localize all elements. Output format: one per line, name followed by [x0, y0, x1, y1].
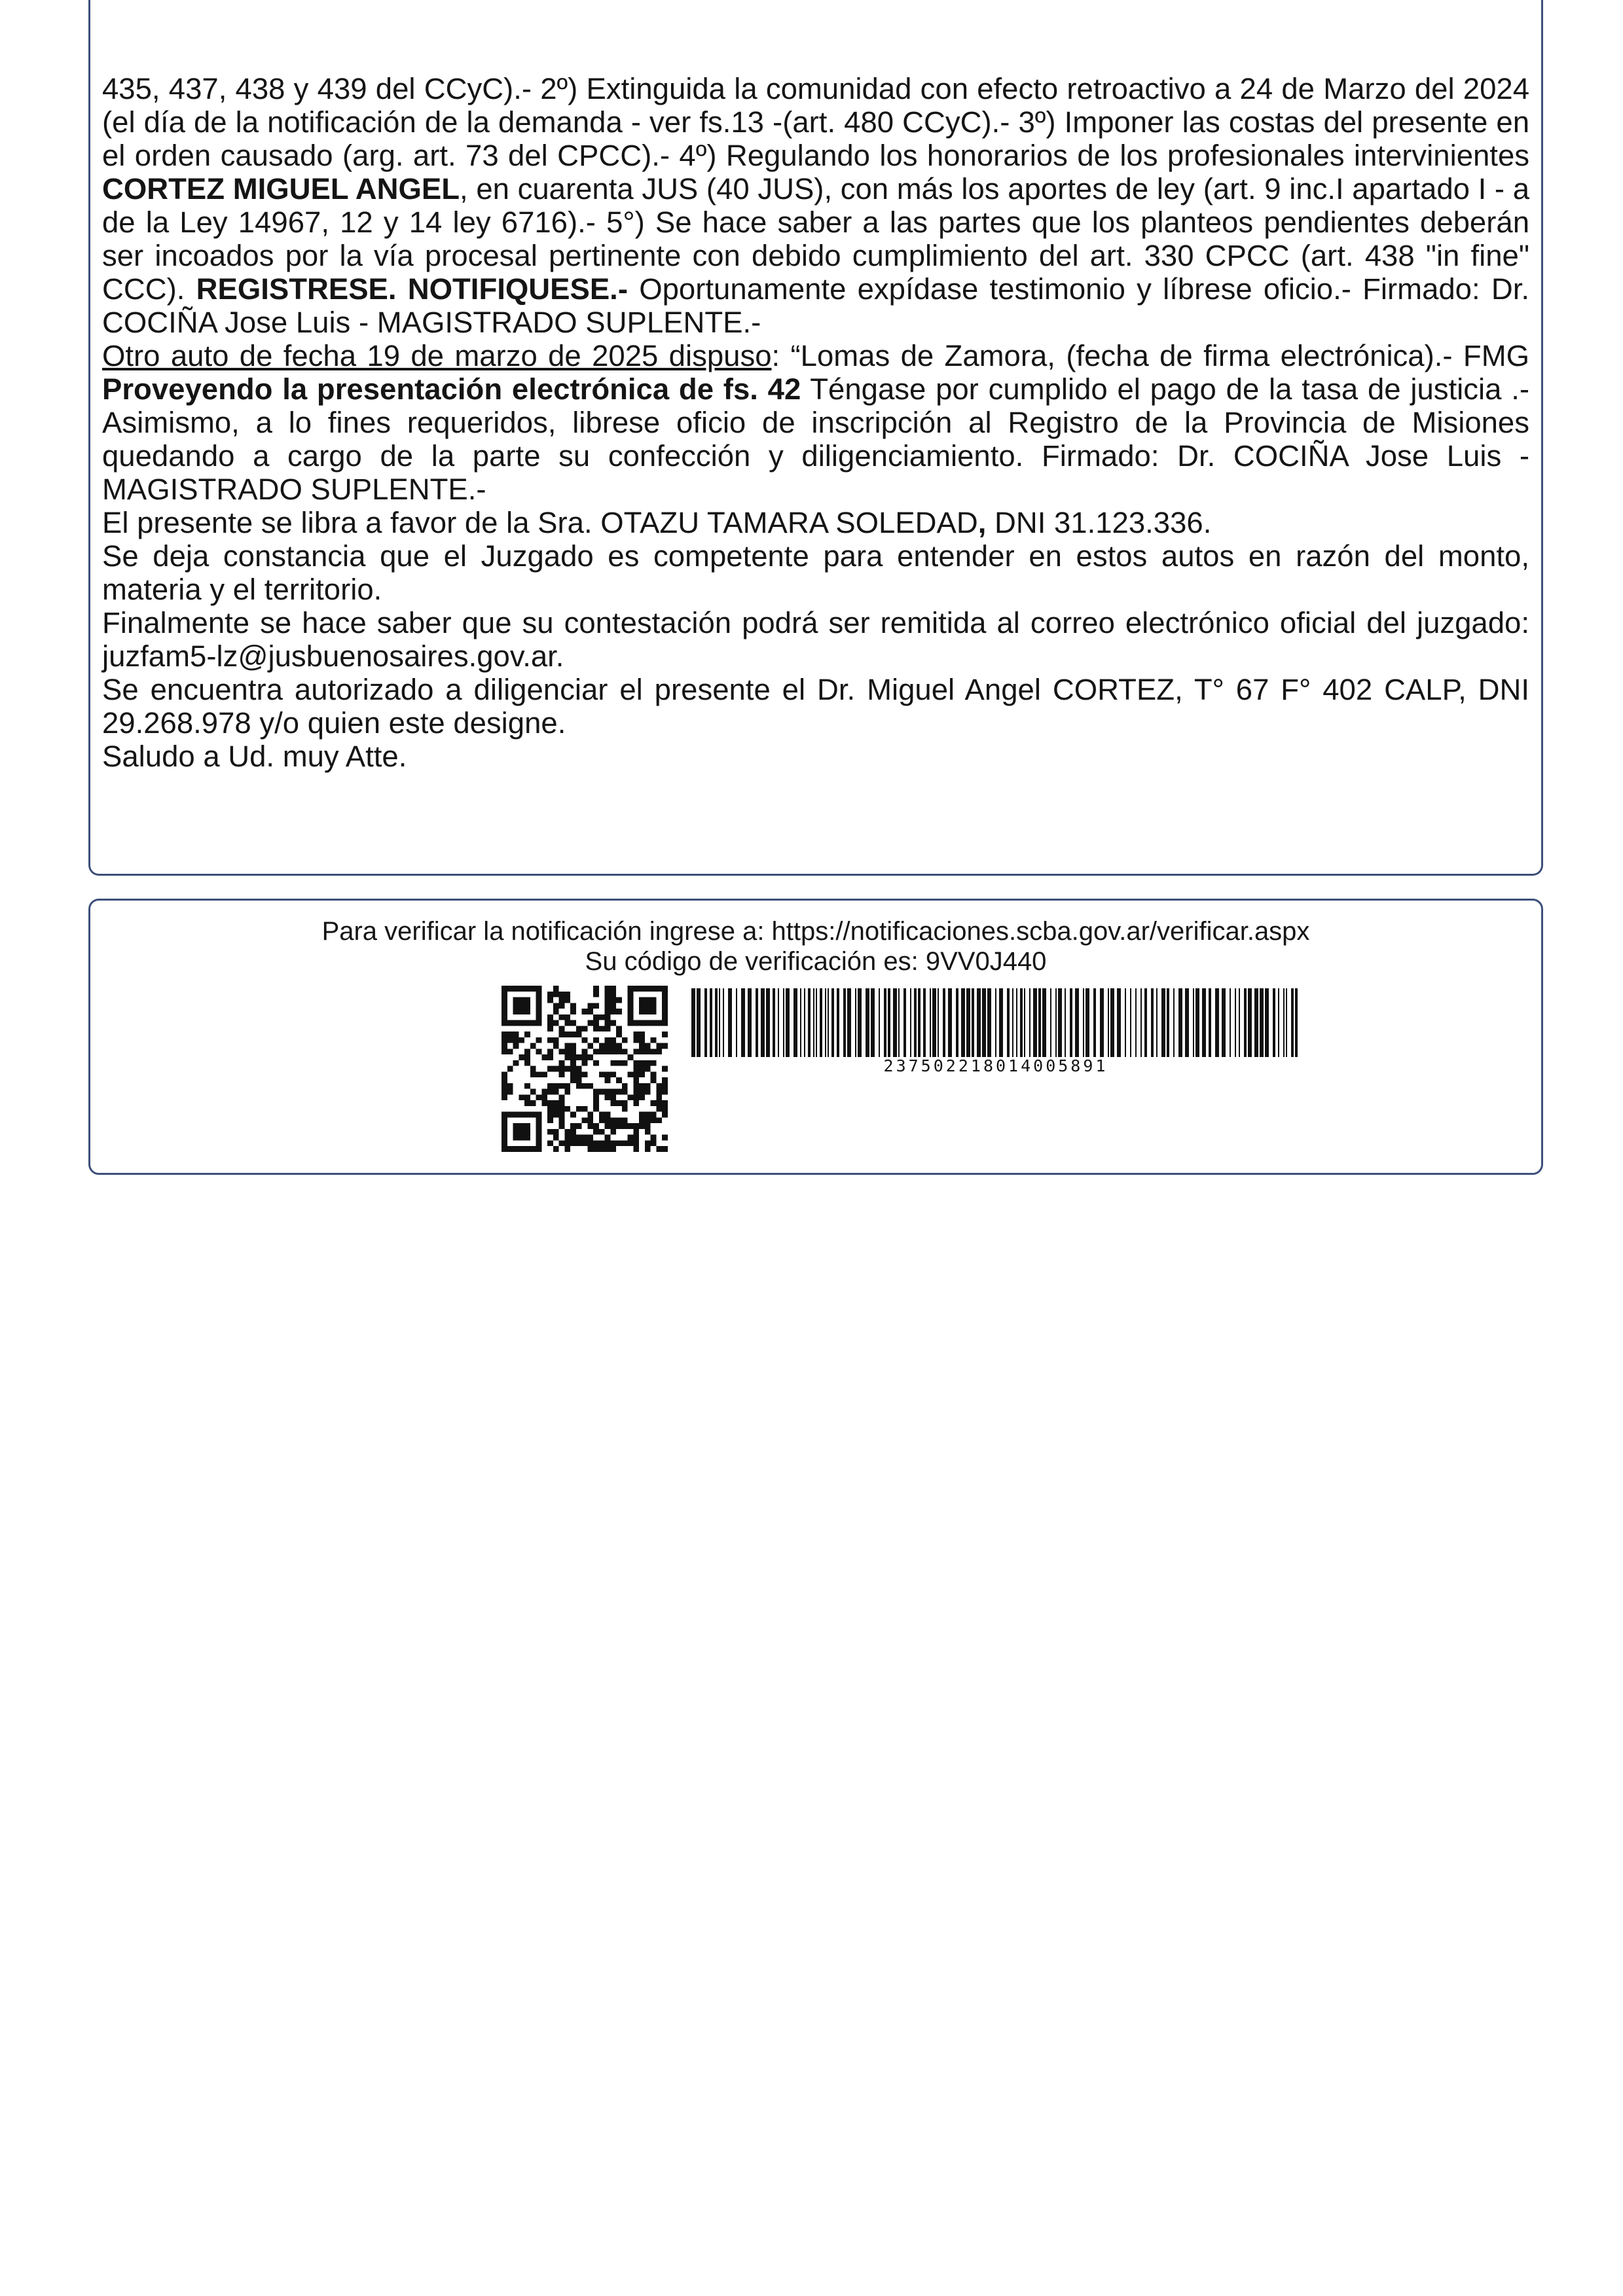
underlined-order-date: Otro auto de fecha 19 de marzo de 2025 dispuso: [102, 339, 772, 372]
verification-box: [88, 899, 1543, 1175]
bold-lawyer-name: CORTEZ MIGUEL ANGEL: [102, 172, 460, 206]
qr-code: [501, 986, 668, 1152]
paragraph-greeting: Saludo a Ud. muy Atte.: [102, 740, 407, 773]
paragraph-competence: Se deja constancia que el Juzgado es competente para entender en estos autos en razón del monto, materia y el territorio.: [102, 539, 1529, 606]
verification-instructions: Para verificar la notificación ingrese a: https://notificaciones.scba.gov.ar/verificar.aspx: [321, 917, 1310, 946]
paragraph-other-order: Otro auto de fecha 19 de marzo de 2025 dispuso: “Lomas de Zamora, (fecha de firma electrónica).- FMG Proveyendo la presentación electrónica de fs. 42 Téngase por cumplido el pago de la tasa de justicia .- Asimismo, a lo fines requeridos, librese oficio de inscripción al Registro de la Provincia de Misiones quedando a cargo de la parte su confección y diligenciamiento. Firmado: Dr. COCIÑA Jose Luis - MAGISTRADO SUPLENTE.-: [102, 339, 1529, 506]
bold-registrese: REGISTRESE. NOTIFIQUESE.-: [196, 272, 628, 306]
bold-proveyendo: Proveyendo la presentación electrónica de fs. 42: [102, 372, 801, 406]
paragraph-authorized: Se encuentra autorizado a diligenciar el presente el Dr. Miguel Angel CORTEZ, T° 67 F° 402 CALP, DNI 29.268.978 y/o quien este designe.: [102, 673, 1529, 740]
notification-body: [88, 0, 1543, 876]
paragraph-email: Finalmente se hace saber que su contestación podrá ser remitida al correo electrónico oficial del juzgado: juzfam5-lz@jusbuenosaires.gov.ar.: [102, 606, 1529, 673]
paragraph-resolution: 435, 437, 438 y 439 del CCyC).- 2º) Extinguida la comunidad con efecto retroactivo a 24 de Marzo del 2024 (el día de la notificación de la demanda - ver fs.13 -(art. 480 CCyC).- 3º) Imponer las costas del presente en el orden causado (arg. art. 73 del CPCC).- 4º) Regulando los honorarios de los profesionales intervinientes CORTEZ MIGUEL ANGEL, en cuarenta JUS (40 JUS), con más los aportes de ley (art. 9 inc.I apartado I - a de la Ley 14967, 12 y 14 ley 6716).- 5°) Se hace saber a las partes que los planteos pendientes deberán ser incoados por la vía procesal pertinente con debido cumplimiento del art. 330 CPCC (art. 438 "in fine" CCC). REGISTRESE. NOTIFIQUESE.- Oportunamente expídase testimonio y líbrese oficio.- Firmado: Dr. COCIÑA Jose Luis - MAGISTRADO SUPLENTE.-: [102, 72, 1530, 339]
barcode-number: 237502218014005891: [883, 1056, 1108, 1075]
verification-code: Su código de verificación es: 9VV0J440: [585, 947, 1047, 976]
paragraph-beneficiary: El presente se libra a favor de la Sra. OTAZU TAMARA SOLEDAD, DNI 31.123.336.: [102, 506, 1212, 539]
barcode: [691, 988, 1300, 1057]
